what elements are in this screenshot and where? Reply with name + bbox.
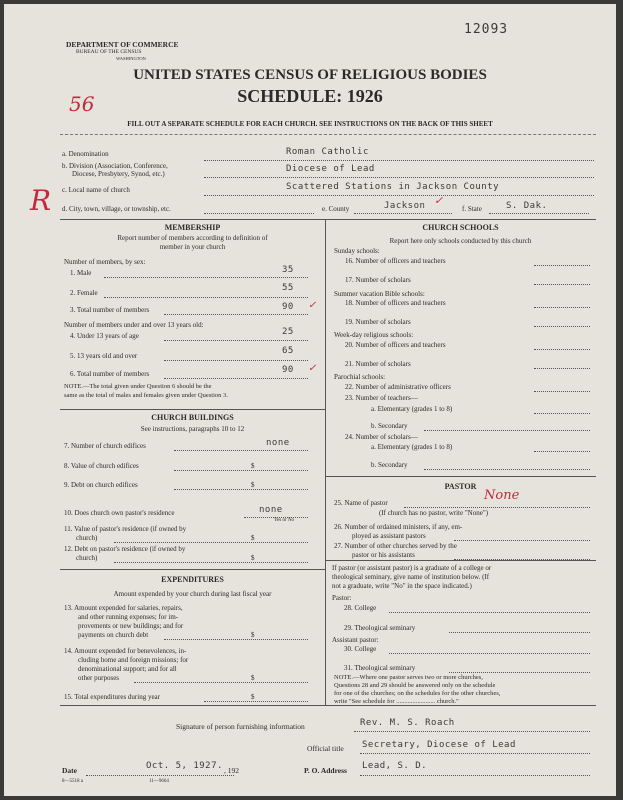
pastor-name-note: (If church has no pastor, write "None") bbox=[379, 509, 489, 517]
expenditures-heading: EXPENDITURES bbox=[161, 575, 224, 584]
own-residence-label: 10. Does church own pastor's residence bbox=[64, 509, 175, 517]
under-13-label: 4. Under 13 years of age bbox=[70, 332, 139, 340]
grid-top-line bbox=[60, 219, 596, 220]
denomination-value: Roman Catholic bbox=[286, 147, 369, 157]
assistant-ministers-line bbox=[454, 540, 590, 541]
pastor-note-2: Questions 28 and 29 should be answered only on the schedule bbox=[334, 682, 496, 689]
residence-debt-label: 12. Debt on pastor's residence (if owned by bbox=[64, 545, 186, 553]
residence-value-label-2: church) bbox=[76, 534, 98, 542]
grid-center-line bbox=[325, 219, 326, 705]
city-label: WASHINGTON bbox=[116, 56, 146, 61]
other-churches-line bbox=[454, 559, 590, 560]
scholars-label: 24. Number of scholars— bbox=[345, 433, 418, 441]
buildings-bottom-line bbox=[60, 569, 325, 570]
expense-15-dollar: $ bbox=[251, 693, 255, 701]
yes-no-hint: Yes or No bbox=[274, 518, 295, 523]
total-members-label: 3. Total number of members bbox=[70, 306, 150, 314]
under-13-line bbox=[164, 340, 308, 341]
admin-officers-line bbox=[534, 391, 590, 392]
graduate-note-1: If pastor (or assistant pastor) is a graduate of a college or bbox=[332, 564, 492, 572]
sunday-schools-label: Sunday schools: bbox=[334, 247, 380, 255]
page-title: UNITED STATES CENSUS OF RELIGIOUS BODIES bbox=[133, 67, 487, 83]
bureau-label: BUREAU OF THE CENSUS bbox=[76, 49, 142, 55]
grid-bottom-line bbox=[60, 705, 596, 706]
pastor-name-line bbox=[404, 507, 590, 508]
pastor-heading: PASTOR bbox=[444, 482, 477, 491]
expense-15-answer-line bbox=[204, 701, 308, 702]
summer-scholars-line bbox=[534, 326, 590, 327]
total-check-mark: ✓ bbox=[308, 300, 317, 311]
signature-line bbox=[354, 731, 590, 732]
church-edifices-line bbox=[174, 450, 308, 451]
scholars-elementary-line bbox=[534, 451, 590, 452]
teachers-secondary-line bbox=[424, 430, 590, 431]
division-label-2: Diocese, Presbytery, Synod, etc.) bbox=[72, 170, 165, 178]
weekday-schools-label: Week-day religious schools: bbox=[334, 331, 414, 339]
schools-bottom-line bbox=[325, 476, 596, 477]
church-edifices-label: 7. Number of church edifices bbox=[64, 442, 146, 450]
assistant-college-line bbox=[389, 653, 590, 654]
membership-intro-1: Report number of members according to definition of bbox=[117, 234, 268, 242]
handwritten-number: 56 bbox=[69, 92, 95, 116]
pastor-note-4: write "See schedule for ........................ church." bbox=[334, 698, 459, 705]
edifices-debt-dollar: $ bbox=[251, 481, 255, 489]
male-value: 35 bbox=[282, 265, 294, 275]
expense-14-line-2: cluding home and foreign missions; for bbox=[78, 656, 189, 664]
scholars-secondary-line bbox=[424, 469, 590, 470]
instructions-banner: FILL OUT A SEPARATE SCHEDULE FOR EACH CHURCH. SEE INSTRUCTIONS ON THE BACK OF THIS SHEET bbox=[127, 120, 493, 128]
teachers-elementary-line bbox=[534, 413, 590, 414]
local-name-label: c. Local name of church bbox=[62, 186, 130, 194]
sunday-officers-label: 16. Number of officers and teachers bbox=[345, 257, 446, 265]
total-members-line bbox=[164, 314, 308, 315]
pastor-seminary-label: 29. Theological seminary bbox=[344, 624, 416, 632]
female-line bbox=[104, 297, 308, 298]
assistant-seminary-label: 31. Theological seminary bbox=[344, 664, 416, 672]
state-label: f. State bbox=[462, 205, 482, 213]
official-title-value: Secretary, Diocese of Lead bbox=[362, 740, 516, 750]
division-line bbox=[204, 177, 594, 178]
local-name-line bbox=[204, 195, 594, 196]
expense-14-line-3: denominational support; and for all bbox=[78, 665, 177, 673]
weekday-officers-label: 20. Number of officers and teachers bbox=[345, 341, 446, 349]
state-value: S. Dak. bbox=[506, 201, 548, 211]
buildings-heading: CHURCH BUILDINGS bbox=[151, 413, 234, 422]
membership-intro-2: member in your church bbox=[159, 243, 226, 251]
denomination-label: a. Denomination bbox=[62, 150, 109, 158]
county-check-mark: ✓ bbox=[434, 194, 444, 207]
pastor-name-value: None bbox=[484, 488, 520, 503]
weekday-scholars-line bbox=[534, 368, 590, 369]
state-line bbox=[489, 213, 589, 214]
male-line bbox=[104, 277, 308, 278]
pastor-name-label: 25. Name of pastor bbox=[334, 499, 388, 507]
female-value: 55 bbox=[282, 283, 294, 293]
age-members-label: Number of members under and over 13 years old: bbox=[64, 321, 204, 329]
date-label: Date bbox=[62, 766, 77, 775]
form-number: 8—5518 a bbox=[62, 779, 83, 784]
buildings-subheading: See instructions, paragraphs 10 to 12 bbox=[140, 425, 245, 433]
weekday-officers-line bbox=[534, 349, 590, 350]
division-label: b. Division (Association, Conference, bbox=[62, 162, 168, 170]
summer-schools-label: Summer vacation Bible schools: bbox=[334, 290, 425, 298]
expense-13-answer-line bbox=[164, 639, 308, 640]
scholars-secondary-label: b. Secondary bbox=[371, 461, 408, 469]
expense-13-line-2: and other running expenses; for im- bbox=[78, 613, 179, 621]
expense-14-line-4: other purposes bbox=[78, 674, 120, 682]
membership-note-2: same as the total of males and females given under Question 3. bbox=[64, 392, 228, 399]
total-age-check-mark: ✓ bbox=[308, 363, 317, 374]
county-value: Jackson bbox=[384, 201, 426, 211]
date-suffix: , 192 bbox=[224, 766, 239, 775]
expense-13-dollar: $ bbox=[251, 631, 255, 639]
other-churches-label-2: pastor or his assistants bbox=[352, 551, 415, 559]
residence-debt-dollar: $ bbox=[251, 554, 255, 562]
pastor-college-label: 28. College bbox=[344, 604, 377, 612]
over-13-value: 65 bbox=[282, 346, 294, 356]
division-value: Diocese of Lead bbox=[286, 164, 375, 174]
residence-value-dollar: $ bbox=[251, 534, 255, 542]
summer-officers-line bbox=[534, 307, 590, 308]
address-line bbox=[360, 775, 590, 776]
edifices-debt-label: 9. Debt on church edifices bbox=[64, 481, 138, 489]
pastor-note-3: for one of the churches; on the schedules for the other churches, bbox=[334, 690, 501, 697]
department-label: DEPARTMENT OF COMMERCE bbox=[66, 40, 179, 49]
address-value: Lead, S. D. bbox=[362, 761, 428, 771]
pastor-note-1: NOTE.—Where one pastor serves two or more churches, bbox=[334, 674, 483, 681]
expense-14-answer-line bbox=[134, 682, 308, 683]
pastor-seminary-line bbox=[449, 632, 590, 633]
summer-scholars-label: 19. Number of scholars bbox=[345, 318, 411, 326]
membership-bottom-line bbox=[60, 409, 325, 410]
edifices-debt-line bbox=[174, 489, 308, 490]
census-schedule-page bbox=[4, 4, 616, 796]
assistant-ministers-label-2: ployed as assistant pastors bbox=[352, 532, 426, 540]
schools-subheading: Report here only schools conducted by this church bbox=[389, 237, 532, 245]
sunday-scholars-line bbox=[534, 284, 590, 285]
expense-15-label: 15. Total expenditures during year bbox=[64, 693, 160, 701]
expenditures-subheading: Amount expended by your church during last fiscal year bbox=[113, 590, 272, 598]
page-subtitle: SCHEDULE: 1926 bbox=[237, 86, 383, 106]
serial-number: 12093 bbox=[464, 22, 509, 37]
assistant-subsection-label: Assistant pastor: bbox=[332, 636, 379, 644]
church-edifices-value: none bbox=[266, 438, 290, 448]
teachers-label: 23. Number of teachers— bbox=[345, 394, 418, 402]
weekday-scholars-label: 21. Number of scholars bbox=[345, 360, 411, 368]
city-town-line bbox=[204, 213, 314, 214]
total-members-age-line bbox=[164, 378, 308, 379]
city-town-label: d. City, town, village, or township, etc. bbox=[62, 205, 171, 213]
parochial-schools-label: Parochial schools: bbox=[334, 373, 386, 381]
address-label: P. O. Address bbox=[304, 766, 347, 775]
county-label: e. County bbox=[322, 205, 350, 213]
expense-14-line-1: 14. Amount expended for benevolences, in- bbox=[64, 647, 187, 655]
denomination-line bbox=[204, 160, 594, 161]
signature-label: Signature of person furnishing information bbox=[176, 722, 305, 731]
expense-13-line-4: payments on church debt bbox=[78, 631, 149, 639]
members-by-sex-label: Number of members, by sex: bbox=[64, 258, 146, 266]
official-title-line bbox=[360, 753, 590, 754]
over-13-line bbox=[164, 360, 308, 361]
membership-heading: MEMBERSHIP bbox=[164, 223, 221, 232]
edifices-value-dollar: $ bbox=[251, 462, 255, 470]
admin-officers-label: 22. Number of administrative officers bbox=[345, 383, 451, 391]
pastor-college-line bbox=[389, 612, 590, 613]
female-label: 2. Female bbox=[70, 289, 98, 297]
membership-note-1: NOTE.—The total given under Question 6 should be the bbox=[64, 383, 212, 390]
handwritten-r-mark: R bbox=[30, 184, 52, 217]
residence-value-label: 11. Value of pastor's residence (if owned by bbox=[64, 525, 187, 533]
sunday-officers-line bbox=[534, 265, 590, 266]
sunday-scholars-label: 17. Number of scholars bbox=[345, 276, 411, 284]
total-members-age-label: 6. Total number of members bbox=[70, 370, 150, 378]
signature-value: Rev. M. S. Roach bbox=[360, 718, 455, 728]
expense-13-line-1: 13. Amount expended for salaries, repairs, bbox=[64, 604, 183, 612]
assistant-ministers-label: 26. Number of ordained ministers, if any, em- bbox=[334, 523, 463, 531]
under-13-value: 25 bbox=[282, 327, 294, 337]
summer-officers-label: 18. Number of officers and teachers bbox=[345, 299, 446, 307]
assistant-seminary-line bbox=[449, 672, 590, 673]
own-residence-value: none bbox=[259, 505, 283, 515]
residence-value-line bbox=[114, 542, 308, 543]
print-number: 11—9664 bbox=[149, 779, 169, 784]
date-value: Oct. 5, 1927. bbox=[146, 761, 223, 771]
teachers-secondary-label: b. Secondary bbox=[371, 422, 408, 430]
expense-13-line-3: provements or new buildings; and for bbox=[78, 622, 184, 630]
local-name-value: Scattered Stations in Jackson County bbox=[286, 182, 500, 192]
pastor-subsection-label: Pastor: bbox=[332, 594, 352, 602]
pastor-mid-line bbox=[325, 560, 596, 561]
graduate-note-3: not a graduate, write "No" in the space indicated.) bbox=[332, 582, 472, 590]
other-churches-label: 27. Number of other churches served by the bbox=[334, 542, 457, 550]
total-members-value: 90 bbox=[282, 302, 294, 312]
schools-heading: CHURCH SCHOOLS bbox=[422, 223, 499, 232]
header-divider bbox=[60, 134, 596, 135]
assistant-college-label: 30. College bbox=[344, 645, 377, 653]
male-label: 1. Male bbox=[70, 269, 92, 277]
total-members-age-value: 90 bbox=[282, 365, 294, 375]
residence-debt-label-2: church) bbox=[76, 554, 98, 562]
edifices-value-label: 8. Value of church edifices bbox=[64, 462, 139, 470]
edifices-value-line bbox=[174, 470, 308, 471]
county-line bbox=[354, 213, 452, 214]
graduate-note-2: theological seminary, give name of institution below. (If bbox=[332, 573, 490, 581]
residence-debt-line bbox=[114, 562, 308, 563]
expense-14-dollar: $ bbox=[251, 674, 255, 682]
official-title-label: Official title bbox=[307, 744, 344, 753]
over-13-label: 5. 13 years old and over bbox=[70, 352, 138, 360]
scholars-elementary-label: a. Elementary (grades 1 to 8) bbox=[371, 443, 453, 451]
teachers-elementary-label: a. Elementary (grades 1 to 8) bbox=[371, 405, 453, 413]
date-line bbox=[86, 775, 234, 776]
